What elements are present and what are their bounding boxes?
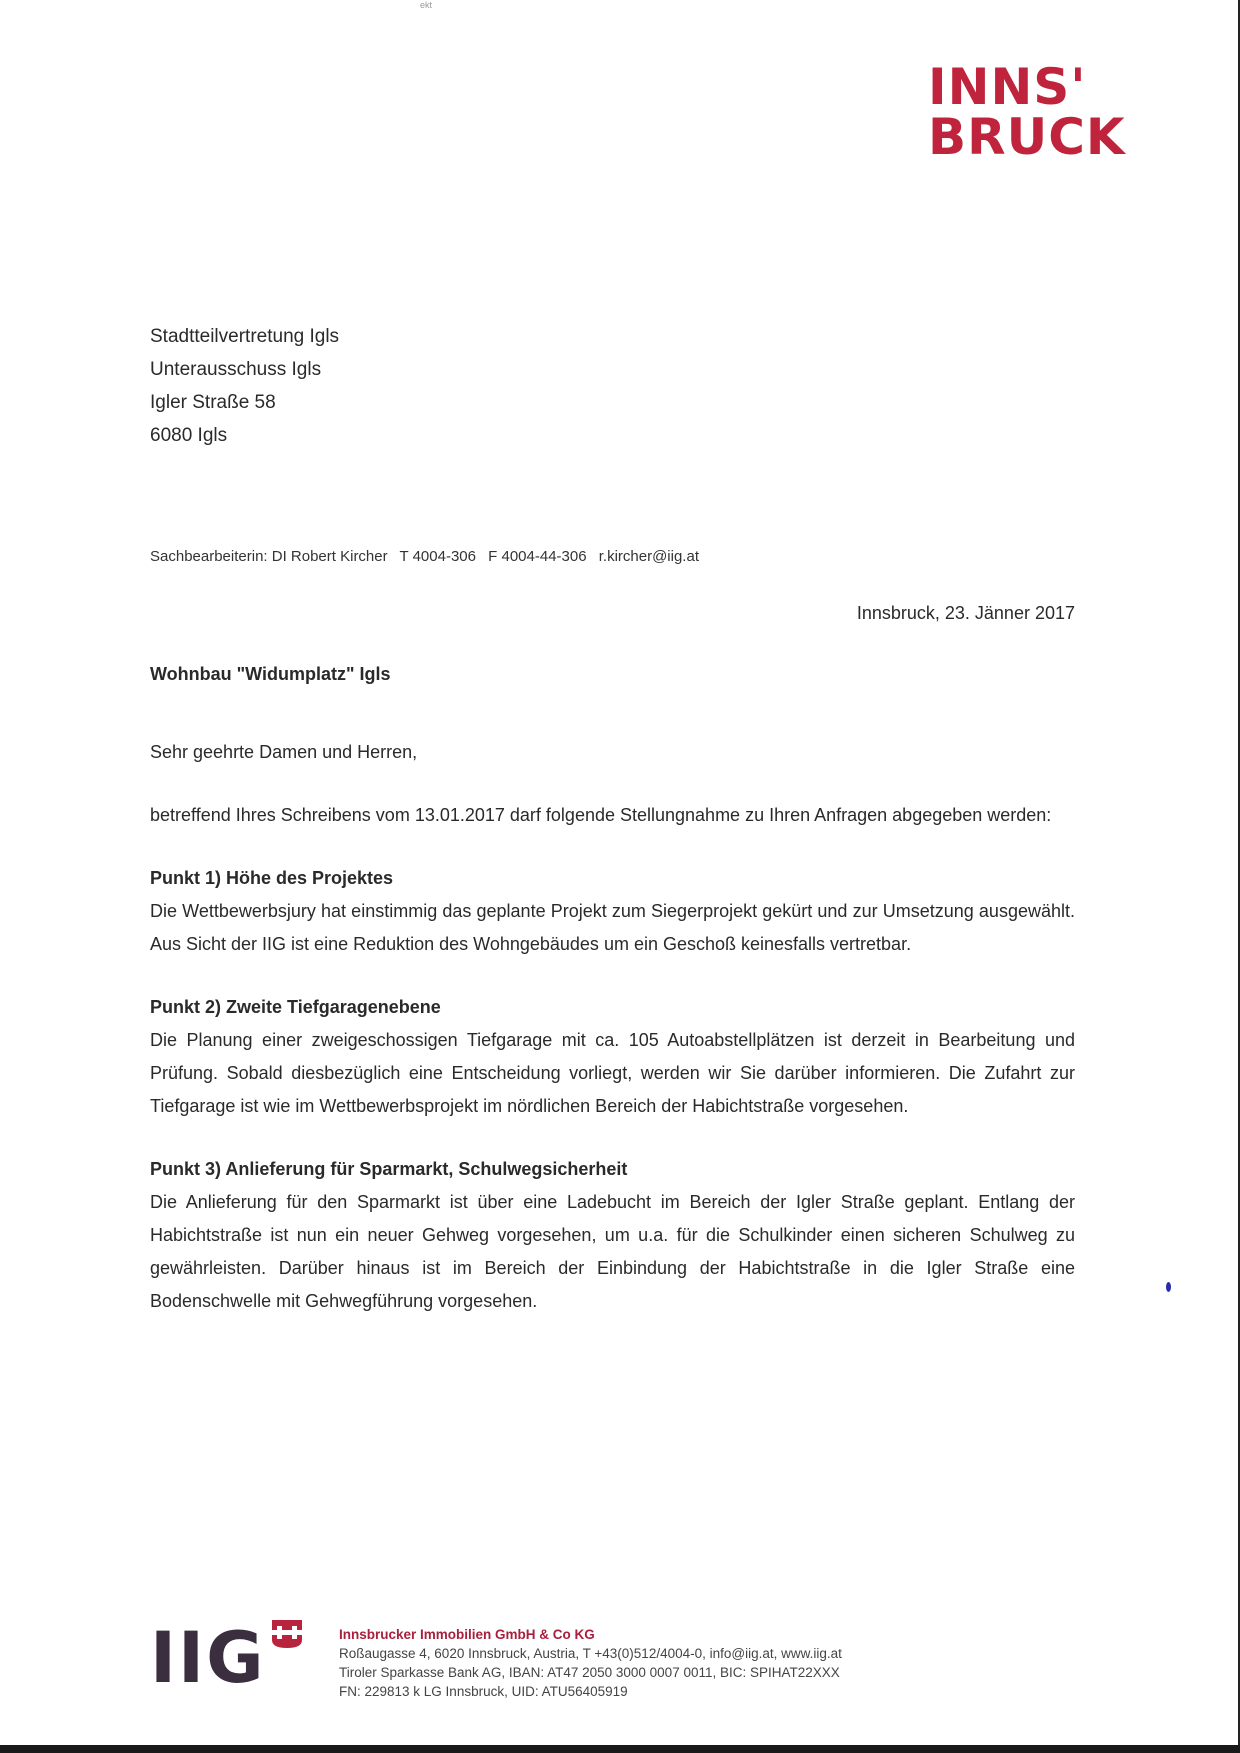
innsbruck-logo bbox=[928, 58, 1126, 166]
section-text: Die Anlieferung für den Sparmarkt ist über eine Ladebucht im Bereich der Igler Straße geplant. Entlang der Habichtstraße ist nun ein neuer Gehweg vorgesehen, um u.a. für die Schulkinder einen sicheren Schulweg zu gewährleisten. Darüber hinaus ist im Bereich der Einbindung der Habichtstraße in die Igler Straße eine Bodenschwelle mit Gehwegführung vorgesehen. bbox=[150, 1192, 1075, 1311]
iig-logo-text: IIG bbox=[150, 1617, 266, 1699]
section-title: Punkt 2) Zweite Tiefgaragenebene bbox=[150, 997, 441, 1017]
section-text: Die Planung einer zweigeschossigen Tiefgarage mit ca. 105 Autoabstellplätzen ist derzeit in Bearbeitung und Prüfung. Sobald diesbezüglich eine Entscheidung vorliegt, werden wir Sie darüber informieren. Die Zufahrt zur Tiefgarage ist wie im Wettbewerbsprojekt im nördlichen Bereich der Habichtstraße vorgesehen. bbox=[150, 1030, 1075, 1116]
scan-border bbox=[0, 1745, 1240, 1753]
recipient-line: Igler Straße 58 bbox=[150, 392, 276, 413]
clerk-name: Sachbearbeiterin: DI Robert Kircher bbox=[150, 548, 388, 565]
recipient-line: 6080 Igls bbox=[150, 425, 228, 446]
salutation: Sehr geehrte Damen und Herren, bbox=[150, 742, 418, 762]
company-name: Innsbrucker Immobilien GmbH & Co KG bbox=[339, 1627, 595, 1642]
letter-subject: Wohnbau "Widumplatz" Igls bbox=[150, 664, 391, 684]
iig-logo bbox=[150, 1618, 350, 1698]
company-bank: Tiroler Sparkasse Bank AG, IBAN: AT47 2050 3000 0007 0011, BIC: SPIHAT22XXX bbox=[339, 1665, 840, 1680]
company-footer bbox=[339, 1625, 842, 1701]
clerk-fax: F 4004-44-306 bbox=[488, 548, 587, 565]
clerk-info bbox=[150, 548, 707, 565]
recipient-line: Unterausschuss Igls bbox=[150, 359, 322, 380]
clerk-email: r.kircher@iig.at bbox=[598, 548, 699, 565]
section-text: Die Wettbewerbsjury hat einstimmig das geplante Projekt zum Siegerprojekt gekürt und zur Umsetzung ausgewählt. Aus Sicht der IIG ist eine Reduktion des Wohngebäudes um ein Geschoß keinesfalls vertretbar. bbox=[150, 901, 1075, 954]
scan-mark: ekt bbox=[420, 0, 433, 10]
company-address: Roßaugasse 4, 6020 Innsbruck, Austria, T +43(0)512/4004-0, info@iig.at, www.iig.at bbox=[339, 1646, 842, 1661]
logo-line-1: INNS' bbox=[928, 58, 1087, 116]
company-registry: FN: 229813 k LG Innsbruck, UID: ATU56405919 bbox=[339, 1684, 628, 1699]
ink-dot bbox=[1166, 1282, 1171, 1292]
letter-date: Innsbruck, 23. Jänner 2017 bbox=[856, 603, 1075, 623]
logo-line-2: BRUCK bbox=[928, 108, 1126, 166]
letter-body bbox=[150, 736, 1075, 1318]
section-title: Punkt 1) Höhe des Projektes bbox=[150, 868, 394, 888]
crown-emblem-icon bbox=[270, 1618, 304, 1652]
recipient-address bbox=[150, 320, 339, 452]
clerk-phone: T 4004-306 bbox=[399, 548, 476, 565]
intro-paragraph: betreffend Ihres Schreibens vom 13.01.2017 darf folgende Stellungnahme zu Ihren Anfragen abgegeben werden: bbox=[150, 805, 1052, 825]
section-title: Punkt 3) Anlieferung für Sparmarkt, Schulwegsicherheit bbox=[150, 1159, 628, 1179]
recipient-line: Stadtteilvertretung Igls bbox=[150, 326, 340, 347]
